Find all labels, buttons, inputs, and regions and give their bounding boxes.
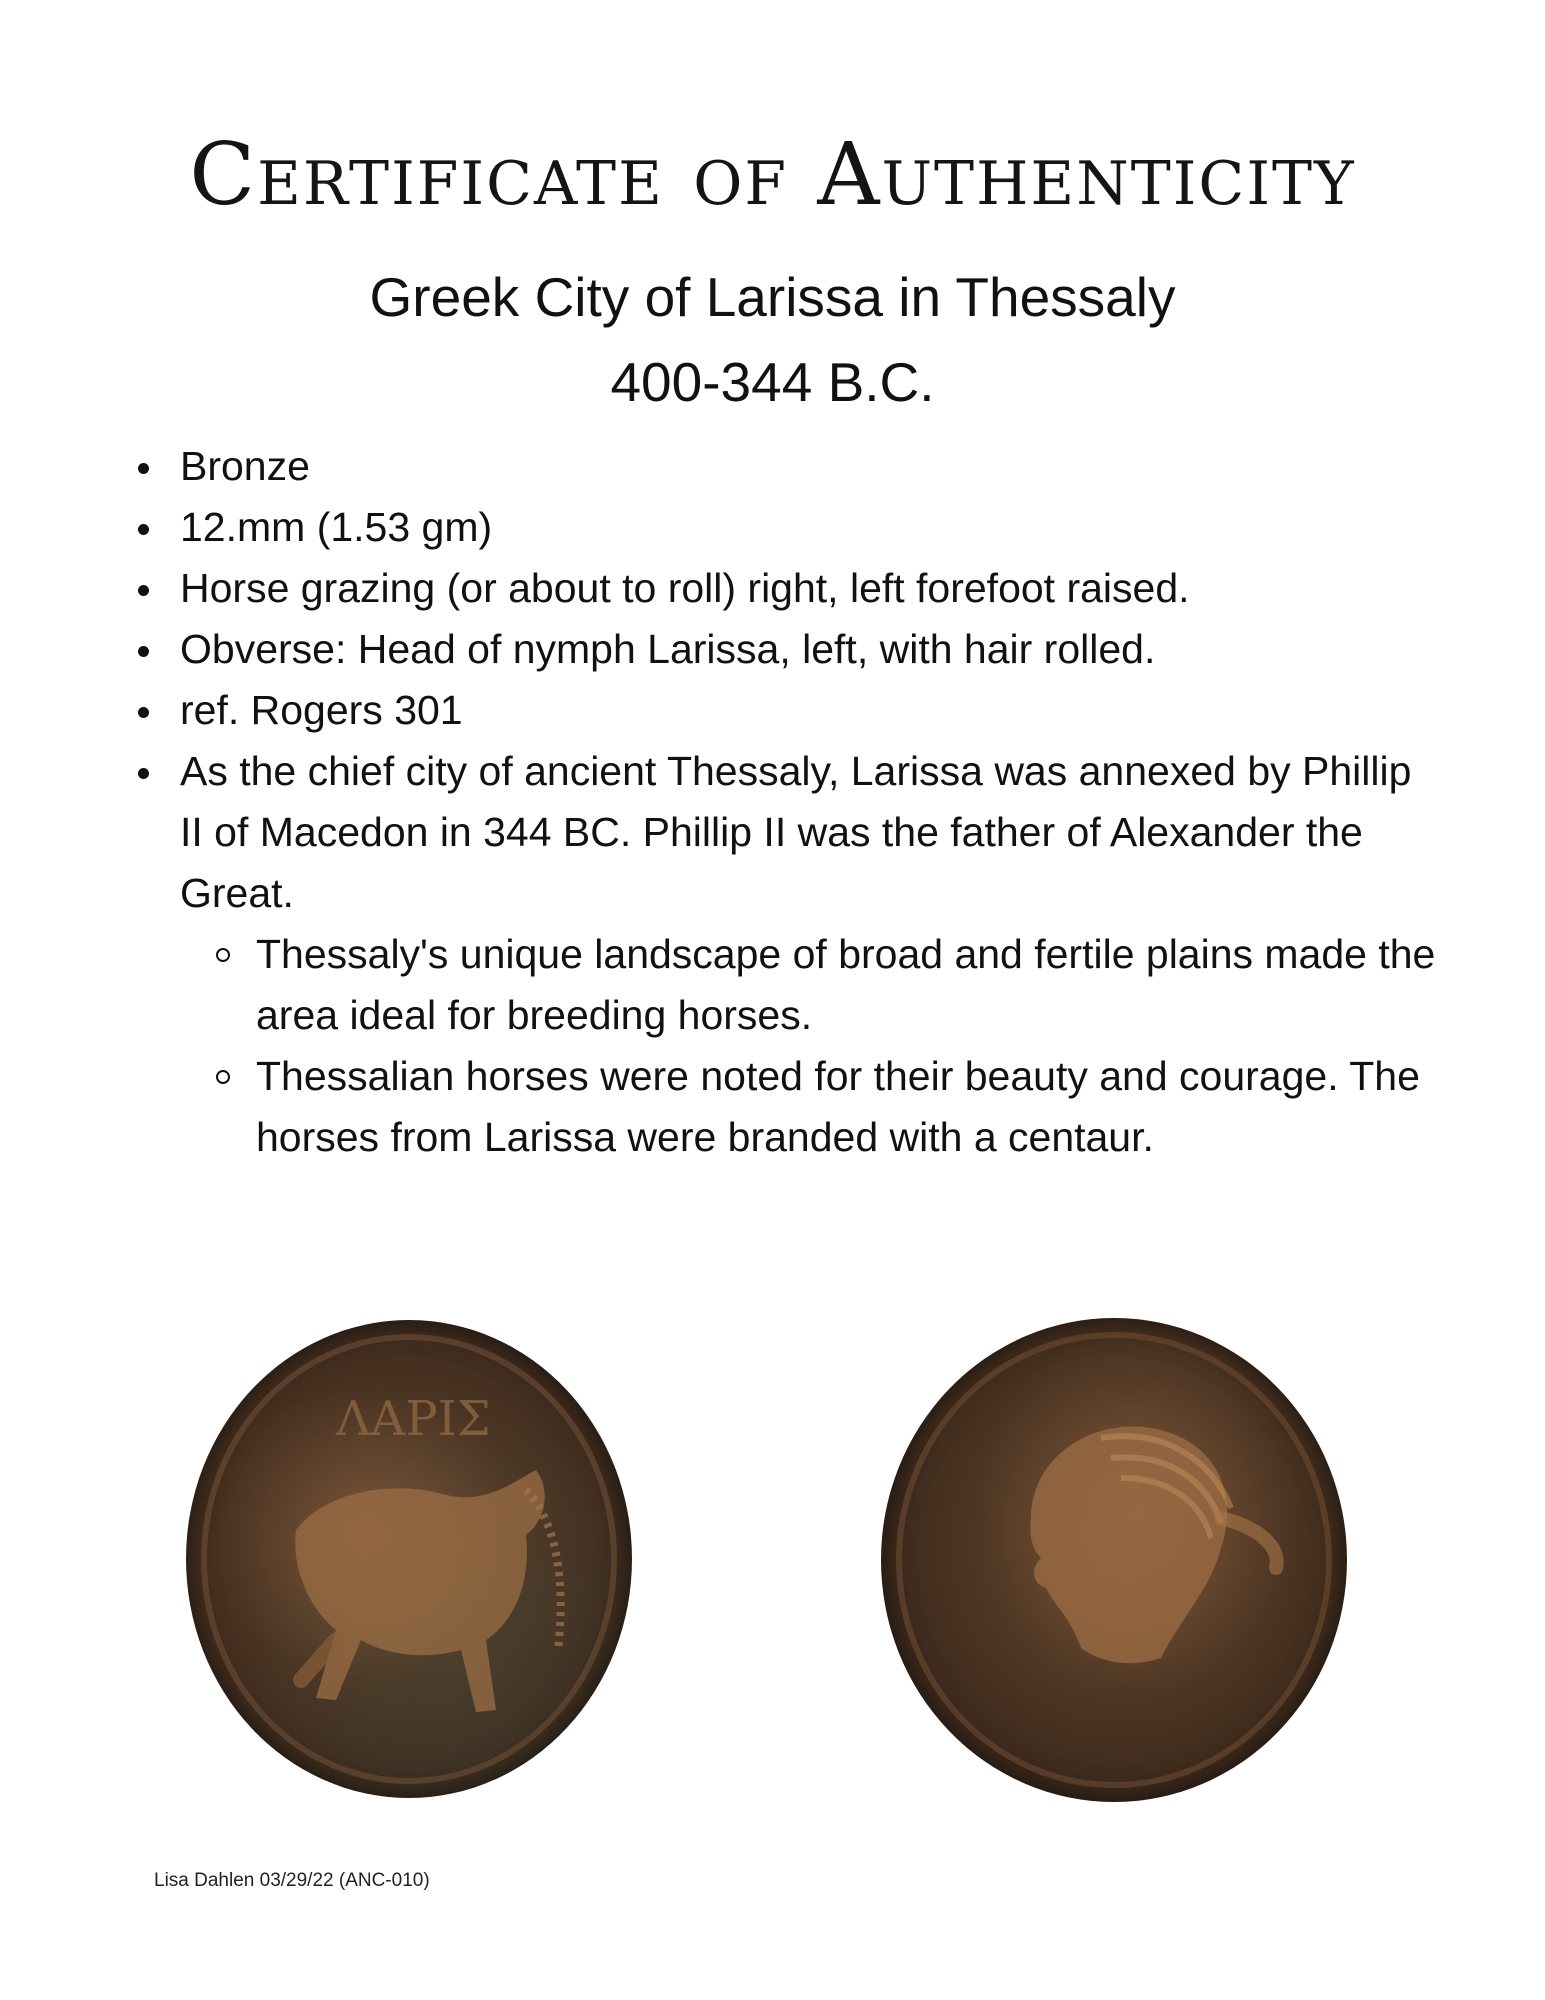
coin-inscription: ΛΑΡΙΣ	[336, 1391, 491, 1447]
coin-reverse-horse-image	[186, 1320, 632, 1798]
list-item: 12.mm (1.53 gm)	[138, 497, 1438, 558]
coin-obverse-nymph-image	[881, 1318, 1347, 1802]
sub-list-item: Thessalian horses were noted for their beauty and courage. The horses from Larissa were branded with a centaur.	[256, 1046, 1438, 1168]
sub-list	[180, 924, 1438, 1168]
horse-coin-relief	[186, 1320, 632, 1798]
list-item: Horse grazing (or about to roll) right, left forefoot raised.	[138, 558, 1438, 619]
footer-signature: Lisa Dahlen 03/29/22 (ANC-010)	[154, 1870, 430, 1891]
subtitle-city: Greek City of Larissa in Thessaly	[369, 266, 1176, 328]
sub-list-item: Thessaly's unique landscape of broad and fertile plains made the area ideal for breeding horses.	[256, 924, 1438, 1046]
list-item: Bronze	[138, 436, 1438, 497]
description-list	[138, 436, 1438, 1168]
list-item-history	[138, 741, 1438, 1168]
history-text: As the chief city of ancient Thessaly, Larissa was annexed by Phillip II of Macedon in 344 BC. Phillip II was the father of Alexander the Great.	[180, 748, 1412, 916]
nymph-coin-relief	[881, 1318, 1347, 1802]
certificate-title: Certificate of Authenticity	[189, 125, 1356, 225]
subtitle-date: 400-344 B.C.	[610, 351, 935, 413]
list-item: Obverse: Head of nymph Larissa, left, with hair rolled.	[138, 619, 1438, 680]
list-item: ref. Rogers 301	[138, 680, 1438, 741]
